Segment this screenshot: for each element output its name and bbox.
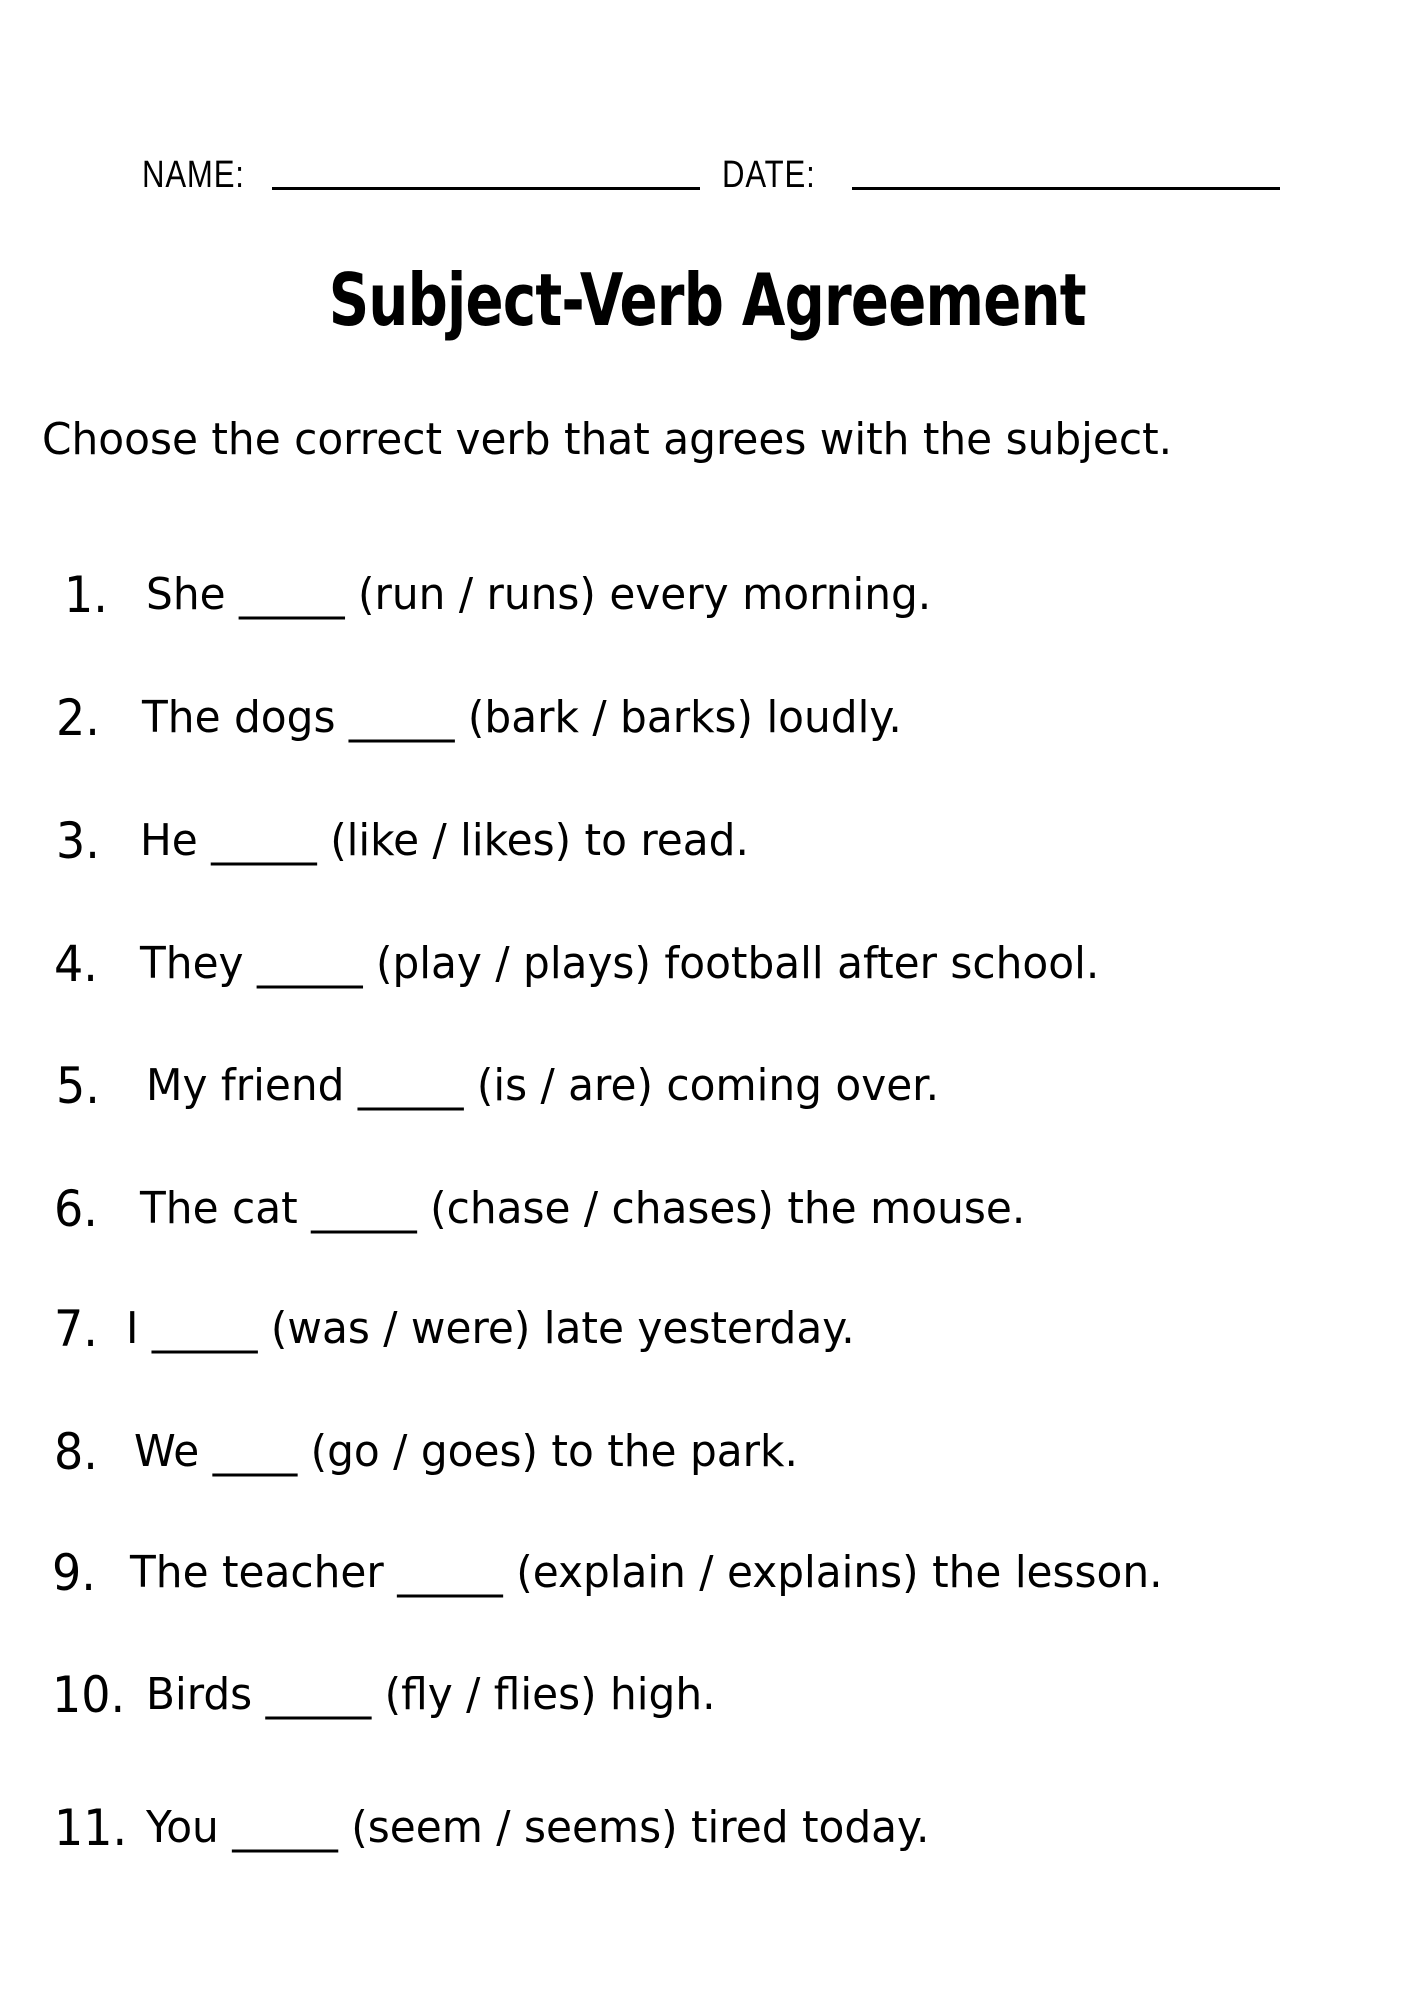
question-text[interactable]: She _____ (run / runs) every morning. [146, 569, 932, 620]
question-number: 7. [54, 1300, 98, 1358]
name-date-header [142, 150, 1282, 200]
date-label: DATE: [722, 154, 816, 196]
question-item [0, 806, 1414, 876]
name-label: NAME: [142, 154, 245, 196]
question-item [0, 1294, 1414, 1364]
question-item [0, 1051, 1414, 1121]
question-item [0, 1660, 1414, 1730]
question-text[interactable]: My friend _____ (is / are) coming over. [146, 1060, 940, 1111]
question-item [0, 1538, 1414, 1608]
question-item [0, 560, 1414, 630]
instructions-text: Choose the correct verb that agrees with the subject. [42, 414, 1173, 465]
question-item [0, 1417, 1414, 1487]
question-number: 9. [52, 1544, 96, 1602]
question-number: 6. [54, 1180, 98, 1238]
question-text[interactable]: The cat _____ (chase / chases) the mouse. [140, 1183, 1026, 1234]
question-item [0, 683, 1414, 753]
question-text[interactable]: I _____ (was / were) late yesterday. [126, 1303, 855, 1354]
question-number: 8. [54, 1423, 98, 1481]
worksheet-title [0, 255, 1414, 345]
question-text[interactable]: The dogs _____ (bark / barks) loudly. [142, 692, 902, 743]
question-number: 10. [52, 1666, 126, 1724]
question-text[interactable]: Birds _____ (fly / flies) high. [146, 1669, 716, 1720]
question-item [0, 929, 1414, 999]
question-number: 1. [64, 566, 108, 624]
question-text[interactable]: He _____ (like / likes) to read. [140, 815, 749, 866]
question-number: 2. [56, 689, 100, 747]
question-text[interactable]: The teacher _____ (explain / explains) the lesson. [130, 1547, 1163, 1598]
question-number: 5. [56, 1057, 100, 1115]
question-text[interactable]: They _____ (play / plays) football after school. [140, 938, 1100, 989]
question-text[interactable]: We ____ (go / goes) to the park. [134, 1426, 798, 1477]
worksheet-title-text: Subject-Verb Agreement [328, 258, 1086, 342]
question-item [0, 1174, 1414, 1244]
question-number: 4. [54, 935, 98, 993]
name-blank-line[interactable] [272, 187, 700, 190]
question-text[interactable]: You _____ (seem / seems) tired today. [146, 1802, 930, 1853]
question-number: 3. [56, 812, 100, 870]
date-blank-line[interactable] [852, 187, 1280, 190]
question-number: 11. [54, 1799, 128, 1857]
question-item [0, 1793, 1414, 1863]
